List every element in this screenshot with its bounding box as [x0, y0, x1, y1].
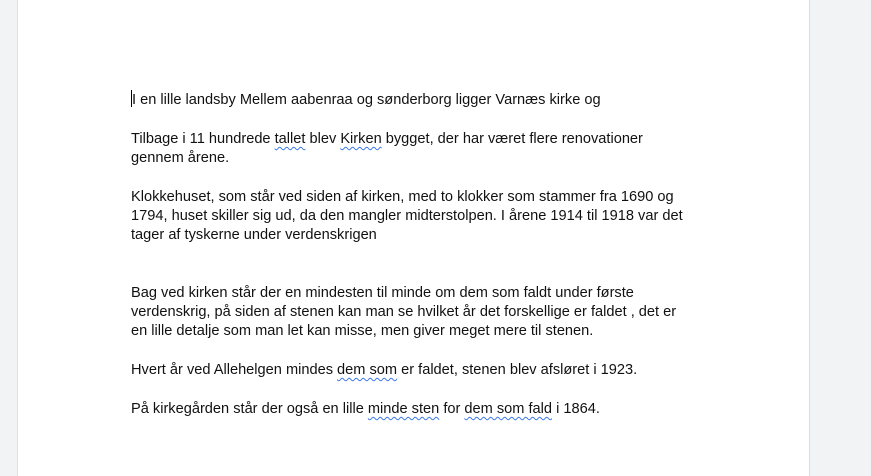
paragraph-2-text: Tilbage i 11 hundrede: [131, 131, 275, 147]
paragraph-2-line-1: [131, 130, 711, 149]
grammar-suggestion[interactable]: dem som: [337, 362, 398, 378]
paragraph-4-line-1: Bag ved kirken står der en mindesten til minde om dem som faldt under første: [131, 285, 634, 301]
paragraph-2-line-2: gennem årene.: [131, 150, 230, 166]
paragraph-gap: [131, 341, 711, 361]
document-body[interactable]: [131, 90, 711, 419]
paragraph-5-text: er faldet, stenen blev afsløret i 1923.: [397, 362, 638, 378]
spellcheck-word[interactable]: Kirken: [340, 131, 382, 147]
paragraph-6-text: På kirkegården står der også en lille: [131, 401, 368, 417]
paragraph-2[interactable]: [131, 130, 711, 168]
paragraph-4-line-3: en lille detalje som man let kan misse, men giver meget mere til stenen.: [131, 323, 594, 339]
paragraph-6-text: i 1864.: [552, 401, 600, 417]
paragraph-4-line-2: verdenskrig, på siden af stenen kan man se hvilket år det forskellige er faldet , det er: [131, 304, 677, 320]
document-page[interactable]: [17, 0, 810, 476]
grammar-suggestion[interactable]: dem som fald: [464, 401, 553, 417]
paragraph-1-text-start: I: [132, 92, 137, 108]
paragraph-1[interactable]: [131, 90, 711, 110]
paragraph-1-line-1: [131, 90, 711, 110]
spellcheck-word[interactable]: tallet: [274, 131, 306, 147]
paragraph-4[interactable]: [131, 284, 711, 341]
paragraph-3[interactable]: [131, 188, 711, 245]
paragraph-2-text: bygget, der har været flere renovationer: [381, 131, 643, 147]
paragraph-1-text-rest: en lille landsby Mellem aabenraa og sønderborg ligger Varnæs kirke og: [136, 92, 601, 108]
paragraph-6-text: for: [439, 401, 465, 417]
paragraph-gap: [131, 110, 711, 130]
paragraph-6[interactable]: [131, 400, 711, 419]
paragraph-3-line-1: Klokkehuset, som står ved siden af kirken, med to klokker som stammer fra 1690 og: [131, 189, 674, 205]
paragraph-3-line-3: tager af tyskerne under verdenskrigen: [131, 227, 377, 243]
paragraph-2-text: blev: [305, 131, 341, 147]
paragraph-gap: [131, 168, 711, 188]
paragraph-6-line-1: [131, 400, 711, 419]
paragraph-gap-large: [131, 245, 711, 284]
paragraph-3-line-2: 1794, huset skiller sig ud, da den mangler midterstolpen. I årene 1914 til 1918 var det: [131, 208, 683, 224]
paragraph-gap: [131, 380, 711, 400]
paragraph-5-text: Hvert år ved Allehelgen mindes: [131, 362, 338, 378]
paragraph-5[interactable]: [131, 361, 711, 380]
paragraph-5-line-1: [131, 361, 711, 380]
spellcheck-word[interactable]: minde sten: [367, 401, 440, 417]
